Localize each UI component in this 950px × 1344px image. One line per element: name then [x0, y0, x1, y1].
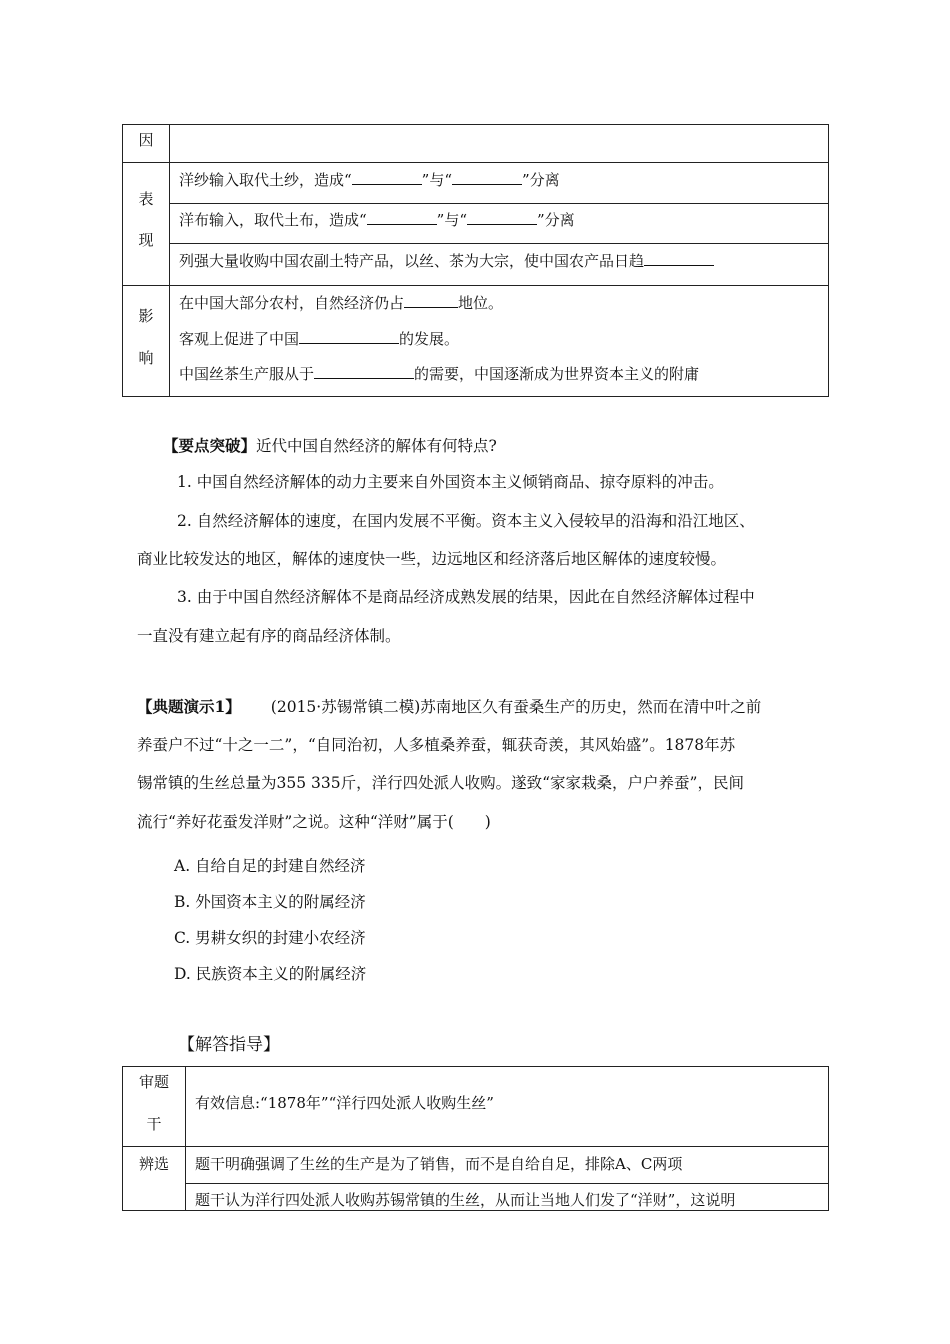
table-rule [169, 203, 828, 204]
fill-blank [314, 364, 414, 379]
table-rule [123, 285, 828, 286]
answer-guide-heading: 【解答指导】 [178, 1035, 280, 1055]
fill-blank [404, 293, 458, 308]
row-label-shenti-2: 干 [146, 1115, 162, 1133]
cell-text: 列强大量收购中国农副土特产品，以丝、茶为大宗，使中国农产品日趋 [179, 252, 645, 270]
key-points-heading: 【要点突破】 [163, 436, 257, 455]
cell-text: 的需要，中国逐渐成为世界资本主义的附庸 [414, 365, 700, 383]
example-text: (2015·苏锡常镇二模)苏南地区久有蚕桑生产的历史，然而在清中叶之前 [270, 698, 762, 716]
cell-text: 洋布输入，取代土布，造成“ [179, 211, 367, 229]
table-cell [179, 169, 560, 190]
example-line [137, 695, 761, 717]
key-point-item: 一直没有建立起有序的商品经济体制。 [137, 627, 401, 645]
cell-text: 在中国大部分农村，自然经济仍占 [179, 294, 405, 312]
key-points-question [163, 434, 497, 456]
cell-text: 洋纱输入取代土纱，造成“ [179, 171, 352, 189]
row-label-biaoxian-1: 表 [138, 190, 154, 208]
example-line: 流行“养好花蚕发洋财”之说。这种“洋财”属于( ) [137, 813, 491, 831]
option-b: B. 外国资本主义的附属经济 [174, 893, 366, 911]
fill-blank [352, 170, 422, 185]
table-rule [123, 162, 828, 163]
key-point-item: 3. 由于中国自然经济解体不是商品经济成熟发展的结果，因此在自然经济解体过程中 [177, 588, 755, 606]
fill-blank [452, 170, 522, 185]
table-cell [179, 363, 699, 384]
table-cell: 有效信息:“1878年”“洋行四处派人收购生丝” [195, 1094, 494, 1112]
cell-text: 地位。 [458, 294, 504, 312]
answer-guide-table [122, 1066, 829, 1211]
row-label-bianxuan: 辨选 [138, 1155, 169, 1173]
example-line: 养蚕户不过“十之一二”，“自同治初，人多植桑养蚕，辄获奇羡，其风始盛”。1878年苏 [137, 736, 736, 754]
table-divider [169, 125, 170, 396]
fill-blank [299, 329, 399, 344]
table-divider [185, 1067, 186, 1210]
row-label-yingxiang-2: 响 [138, 349, 154, 367]
option-d: D. 民族资本主义的附属经济 [174, 965, 367, 983]
table-rule [185, 1183, 828, 1184]
key-point-item: 1. 中国自然经济解体的动力主要来自外国资本主义倾销商品、掠夺原料的冲击。 [177, 473, 724, 491]
option-a: A. 自给自足的封建自然经济 [174, 857, 366, 875]
key-point-item: 商业比较发达的地区，解体的速度快一些，边远地区和经济落后地区解体的速度较慢。 [137, 550, 727, 568]
cell-text: ”分离 [537, 211, 575, 229]
key-point-item: 2. 自然经济解体的速度，在国内发展不平衡。资本主义入侵较早的沿海和沿江地区、 [177, 512, 755, 530]
table-cell: 题干明确强调了生丝的生产是为了销售，而不是自给自足，排除A、C两项 [195, 1155, 683, 1173]
table-rule [123, 1146, 828, 1147]
example-heading: 【典题演示1】 [137, 697, 241, 716]
row-label-biaoxian-2: 现 [138, 231, 154, 249]
cell-text: 中国丝茶生产服从于 [179, 365, 315, 383]
row-label-yingxiang-1: 影 [138, 307, 154, 325]
feature-table [122, 124, 829, 397]
table-cell [179, 250, 714, 271]
table-rule [169, 243, 828, 244]
cell-text: ”与“ [436, 211, 468, 229]
cell-text: ”与“ [421, 171, 453, 189]
fill-blank [367, 210, 437, 225]
example-line: 锡常镇的生丝总量为355 335斤，洋行四处派人收购。遂致“家家栽桑，户户养蚕”，民间 [137, 774, 744, 792]
row-label-shenti-1: 审题 [138, 1073, 169, 1091]
cell-text: 客观上促进了中国 [179, 330, 300, 348]
cell-text: 的发展。 [399, 330, 460, 348]
row-label-yin: 因 [138, 131, 154, 149]
option-c: C. 男耕女织的封建小农经济 [174, 929, 366, 947]
table-cell: 题干认为洋行四处派人收购苏锡常镇的生丝，从而让当地人们发了“洋财”，这说明 [195, 1191, 736, 1209]
fill-blank [467, 210, 537, 225]
fill-blank [644, 251, 714, 266]
table-cell [179, 292, 503, 313]
table-cell [179, 209, 575, 230]
cell-text: ”分离 [522, 171, 560, 189]
question-text: 近代中国自然经济的解体有何特点? [256, 437, 497, 455]
table-cell [179, 328, 459, 349]
